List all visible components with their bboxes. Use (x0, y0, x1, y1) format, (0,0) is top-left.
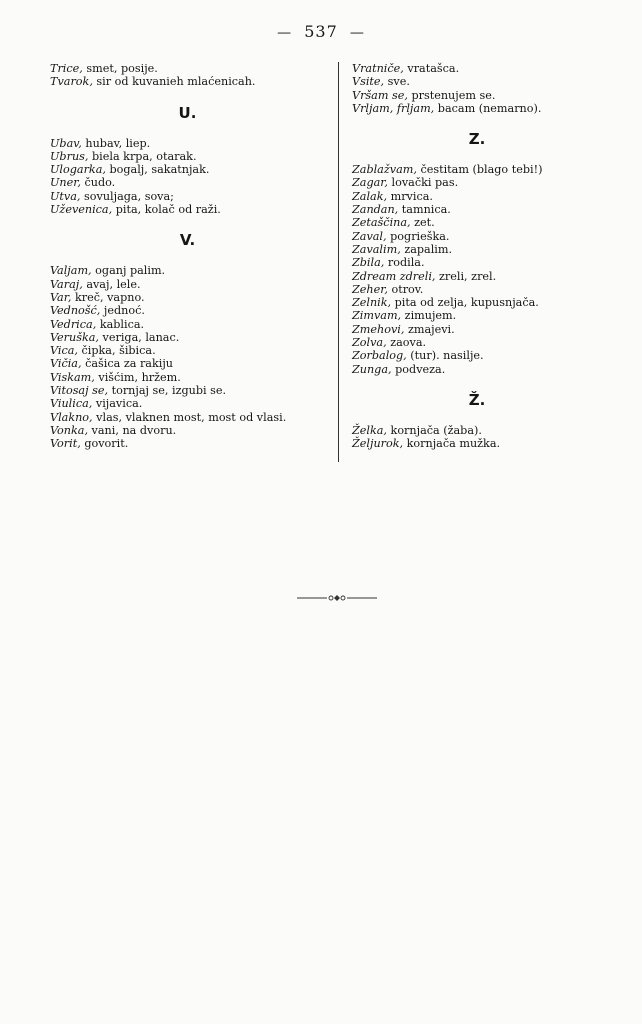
entry-term: Zolva, (352, 336, 387, 350)
entry-definition: avaj, lele. (82, 277, 141, 291)
column-divider (338, 62, 339, 462)
section-letter-v: V. (179, 231, 196, 250)
entry-term: Zdream zdreli, (352, 269, 436, 283)
dictionary-entry (50, 437, 325, 450)
entry-definition: višćim, hržem. (94, 370, 181, 384)
dictionary-entry (352, 437, 602, 450)
entry-definition: kreč, vapno. (71, 290, 145, 304)
dictionary-entry (50, 163, 325, 176)
entry-term: Zelnik, (352, 296, 392, 310)
entry-definition: prstenujem se. (407, 88, 496, 102)
dictionary-entry (352, 270, 602, 283)
section-letter-z: Z. (468, 130, 486, 149)
entry-definition: lovački pas. (387, 176, 459, 190)
entry-term: Zunga, (352, 362, 392, 376)
entry-definition: sovuljaga, sova; (80, 189, 174, 203)
dictionary-entry (50, 318, 325, 331)
dictionary-entry (50, 203, 325, 216)
entry-definition: vlas, vlaknen most, most od vlasi. (92, 410, 287, 424)
dictionary-entry (352, 296, 602, 309)
entry-term: Zablažvam, (352, 163, 417, 177)
dictionary-entry (50, 357, 325, 370)
dictionary-entry (50, 331, 325, 344)
entry-definition: rodila. (384, 256, 425, 270)
dictionary-entry (50, 137, 325, 150)
dictionary-entry (352, 363, 602, 376)
dictionary-entry (50, 384, 325, 397)
entry-term: Zorbalog, (352, 349, 407, 363)
dictionary-entry (50, 75, 325, 88)
entry-term: Zagar, (352, 176, 388, 190)
entry-definition: čipka, šibica. (77, 344, 156, 358)
entry-term: Vednošć, (50, 304, 101, 318)
entry-term: Utva, (50, 189, 81, 203)
section-letter-z: Ž. (468, 390, 486, 409)
entry-term: Vonka, (50, 423, 88, 437)
dictionary-entry (50, 344, 325, 357)
left-column (50, 62, 325, 451)
entry-term: Zmehovi, (352, 322, 405, 336)
entry-term: Var, (50, 290, 72, 304)
entry-definition: (tur). nasilje. (406, 349, 484, 363)
entry-definition: zreli, zrel. (435, 269, 497, 283)
entry-definition: pita od zelja, kupusnjača. (391, 296, 539, 310)
dictionary-entry (50, 397, 325, 410)
entry-definition: kornjača mužka. (403, 437, 501, 451)
entry-definition: mrvica. (387, 189, 433, 203)
entry-term: Varaj, (50, 277, 83, 291)
dictionary-entry (50, 190, 325, 203)
entry-definition: zaova. (386, 336, 427, 350)
end-ornament (297, 592, 377, 604)
entry-definition: zimujem. (401, 309, 457, 323)
entry-term: Tvarok, (50, 75, 93, 89)
entry-definition: kornjača (žaba). (386, 423, 482, 437)
entry-term: Zeher, (352, 282, 388, 296)
entry-definition: tamnica. (398, 203, 451, 217)
entry-term: Zimvam, (352, 309, 402, 323)
dictionary-entry (352, 349, 602, 362)
entry-definition: čestitam (blago tebi!) (416, 163, 543, 177)
dictionary-entry (352, 190, 602, 203)
entry-term: Zandan, (352, 203, 399, 217)
entry-term: Vitosaj se, (50, 384, 109, 398)
entry-term: Uner, (50, 176, 81, 190)
dictionary-entry (352, 336, 602, 349)
entry-definition: smet, posije. (82, 62, 158, 75)
entry-term: Uževenica, (50, 203, 113, 217)
dictionary-entry (50, 62, 325, 75)
section-letter-u: U. (178, 103, 197, 122)
entry-term: Vica, (50, 344, 78, 358)
dictionary-entry (352, 203, 602, 216)
entry-term: Zetaščina, (352, 216, 411, 230)
dictionary-entry (352, 62, 602, 75)
entry-term: Zalak, (352, 189, 388, 203)
entry-term: Zaval, (352, 229, 387, 243)
entry-term: Viskam, (50, 370, 95, 384)
dictionary-entry (50, 411, 325, 424)
entry-term: Vsite, (352, 75, 385, 89)
dictionary-entry (352, 230, 602, 243)
entry-term: Željurok, (352, 437, 404, 451)
entry-definition: zapalim. (400, 242, 453, 256)
dictionary-entry (352, 176, 602, 189)
entry-definition: pogrieška. (386, 229, 450, 243)
dictionary-entry (50, 304, 325, 317)
dictionary-entry (50, 424, 325, 437)
dictionary-entry (352, 163, 602, 176)
entry-definition: vani, na dvoru. (88, 423, 177, 437)
entry-term: Ulogarka, (50, 163, 106, 177)
dictionary-entry (352, 243, 602, 256)
entry-term: Trice, (50, 62, 83, 75)
entry-definition: zmajevi. (404, 322, 455, 336)
dictionary-entry (352, 283, 602, 296)
entry-term: Zbila, (352, 256, 385, 270)
entry-definition: podveza. (391, 362, 446, 376)
entry-term: Želka, (352, 423, 387, 437)
entry-term: Vlakno, (50, 410, 93, 424)
entry-definition: otrov. (387, 282, 424, 296)
entry-term: Zavalim, (352, 242, 401, 256)
header-dash-left: — (277, 25, 293, 41)
entry-term: Vičia, (50, 357, 82, 371)
entry-term: Ubav, (50, 136, 82, 150)
dictionary-entry (50, 150, 325, 163)
entry-term: Vorit, (50, 437, 81, 451)
right-column (352, 62, 602, 451)
entry-definition: vratašca. (403, 62, 460, 75)
entry-term: Viulica, (50, 397, 93, 411)
dictionary-entry (50, 264, 325, 277)
entry-definition: bacam (nemarno). (434, 101, 542, 115)
entry-definition: oganj palim. (91, 264, 166, 278)
entry-term: Vratniče, (352, 62, 404, 75)
page-header (0, 22, 642, 41)
page-number: 537 (304, 22, 338, 41)
entry-definition: hubav, liep. (81, 136, 151, 150)
entry-term: Vedrica, (50, 317, 97, 331)
dictionary-entry (352, 424, 602, 437)
dictionary-entry (50, 291, 325, 304)
entry-term: Vrljam, frljam, (352, 101, 435, 115)
dictionary-entry (352, 102, 602, 115)
entry-definition: sir od kuvanieh mlaćenicah. (92, 75, 256, 89)
entry-term: Veruška, (50, 330, 99, 344)
dictionary-entry (50, 176, 325, 189)
dictionary-entry (352, 75, 602, 88)
dictionary-entry (352, 89, 602, 102)
entry-definition: biela krpa, otarak. (88, 149, 197, 163)
entry-definition: sve. (384, 75, 410, 89)
header-dash-right: — (349, 25, 365, 41)
entry-definition: vijavica. (92, 397, 143, 411)
entry-definition: zet. (410, 216, 435, 230)
entry-term: Vršam se, (352, 88, 408, 102)
entry-definition: jednoć. (100, 304, 145, 318)
entry-definition: veriga, lanac. (98, 330, 180, 344)
dictionary-entry (352, 256, 602, 269)
dictionary-entry (352, 309, 602, 322)
entry-definition: govorit. (80, 437, 129, 451)
entry-term: Ubrus, (50, 149, 89, 163)
dictionary-entry (50, 371, 325, 384)
entry-definition: kablica. (96, 317, 145, 331)
entry-definition: tornjaj se, izgubi se. (108, 384, 227, 398)
dictionary-entry (352, 216, 602, 229)
entry-definition: čudo. (80, 176, 116, 190)
entry-definition: čašica za rakiju (81, 357, 174, 371)
dictionary-entry (352, 323, 602, 336)
entry-definition: pita, kolač od raži. (112, 203, 221, 217)
dictionary-entry (50, 278, 325, 291)
entry-definition: bogalj, sakatnjak. (105, 163, 210, 177)
entry-term: Valjam, (50, 264, 92, 278)
